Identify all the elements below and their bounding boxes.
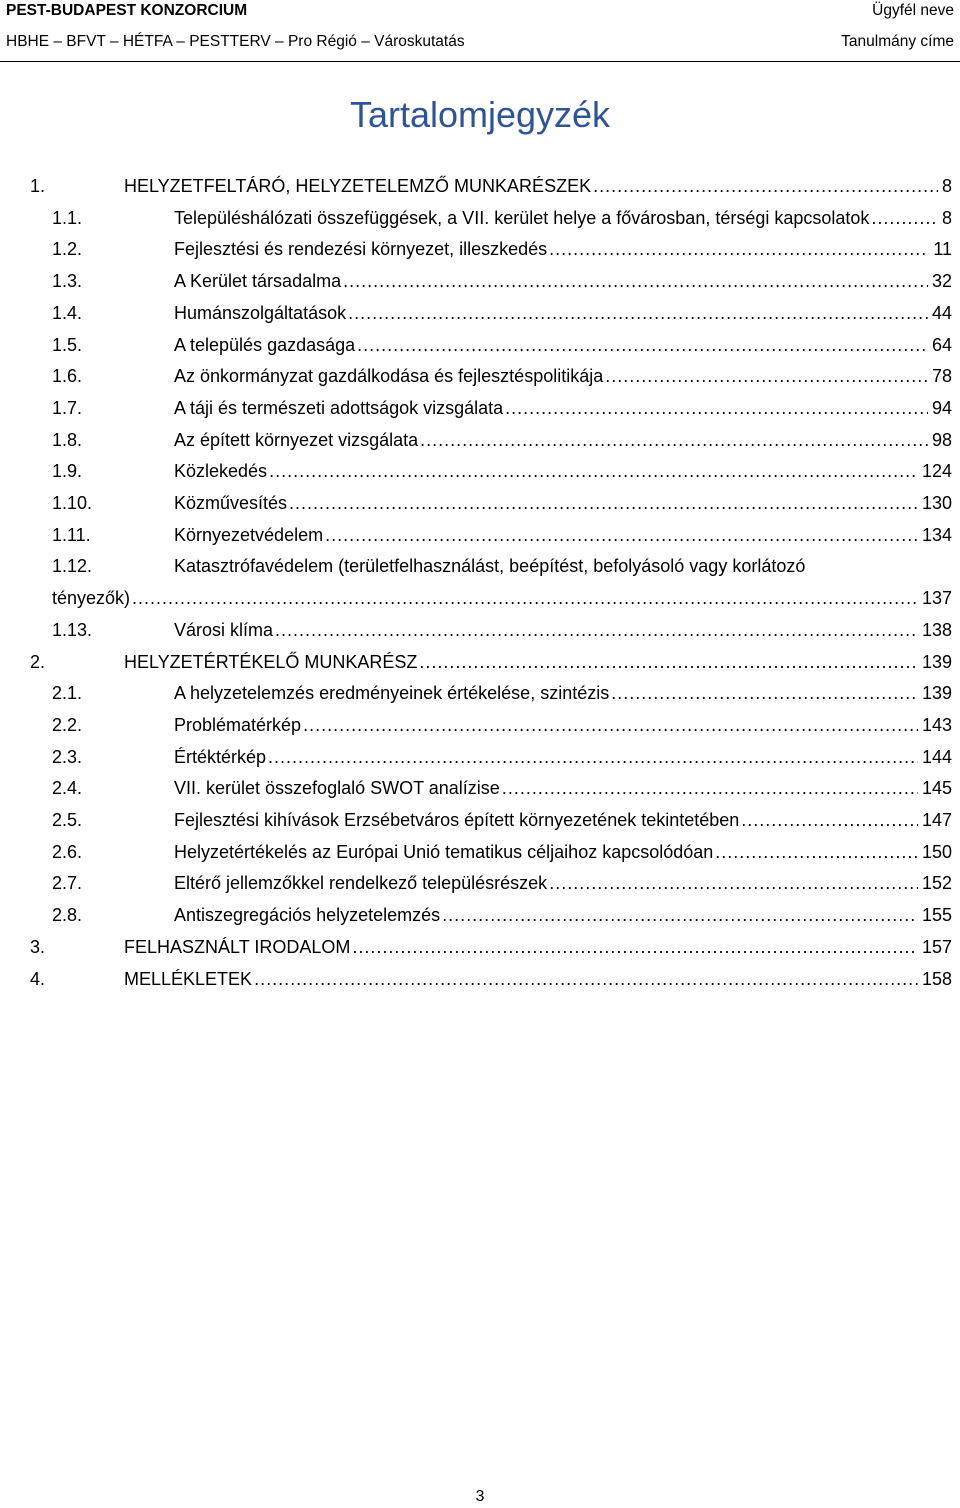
toc-entry-number: 1.9. (52, 461, 83, 481)
toc-dot-leader (254, 963, 918, 995)
toc-entry-page: 64 (931, 335, 952, 355)
toc-entry-number: 1.6. (52, 366, 83, 386)
toc-entry[interactable] (0, 867, 960, 899)
toc-dot-leader (275, 614, 918, 646)
toc-entry-number: 2.7. (52, 873, 83, 893)
toc-entry-label: A táji és természeti adottságok vizsgálata (174, 392, 505, 424)
toc-entry-label: VII. kerület összefoglaló SWOT analízise (174, 772, 502, 804)
toc-entry-number: 2.2. (52, 715, 83, 735)
toc-entry-row (174, 265, 952, 297)
toc-entry-number: 3. (30, 937, 46, 957)
toc-entry[interactable] (0, 963, 960, 995)
toc-entry-label: Helyzetértékelés az Európai Unió tematikus céljaihoz kapcsolódóan (174, 836, 715, 868)
toc-entry-label: Városi klíma (174, 614, 275, 646)
toc-dot-leader (132, 582, 918, 614)
toc-entry-page: 130 (921, 493, 952, 513)
toc-entry-page: 139 (921, 652, 952, 672)
toc-entry-page: 44 (931, 303, 952, 323)
toc-entry-label: HELYZETFELTÁRÓ, HELYZETELEMZŐ MUNKARÉSZEK (124, 170, 593, 202)
toc-entry-page: 157 (921, 937, 952, 957)
toc-entry-number: 2.8. (52, 905, 83, 925)
toc-dot-leader (549, 233, 929, 265)
toc-entry-label: Humánszolgáltatások (174, 297, 348, 329)
toc-entry[interactable] (0, 487, 960, 519)
toc-entry[interactable] (0, 836, 960, 868)
toc-entry[interactable] (0, 233, 960, 265)
toc-entry-row (174, 836, 952, 868)
toc-entry-label: FELHASZNÁLT IRODALOM (124, 931, 352, 963)
toc-entry-page: 152 (921, 873, 952, 893)
toc-entry-page: 137 (921, 588, 952, 608)
toc-entry-row (124, 963, 952, 995)
toc-entry-label: Fejlesztési és rendezési környezet, illeszkedés (174, 233, 549, 265)
toc-entry-label: Környezetvédelem (174, 519, 325, 551)
toc-entry[interactable] (0, 804, 960, 836)
toc-entry-number: 2.3. (52, 747, 83, 767)
toc-dot-leader (325, 519, 918, 551)
toc-entry-row (174, 709, 952, 741)
toc-entry-number: 1.8. (52, 430, 83, 450)
toc-entry[interactable] (0, 424, 960, 456)
toc-entry[interactable] (0, 772, 960, 804)
toc-entry[interactable] (0, 519, 960, 551)
toc-entry[interactable] (0, 931, 960, 963)
toc-entry-number: 2.1. (52, 683, 83, 703)
toc-entry[interactable] (0, 741, 960, 773)
toc-entry-label: A Kerület társadalma (174, 265, 343, 297)
toc-entry-row (174, 741, 952, 773)
toc-entry-label: tényezők) (52, 582, 132, 614)
toc-entry-page: 147 (921, 810, 952, 830)
toc-dot-leader (352, 931, 918, 963)
toc-entry-row (174, 202, 952, 234)
toc-entry-page: 150 (921, 842, 952, 862)
toc-entry[interactable] (0, 899, 960, 931)
toc-entry[interactable] (0, 677, 960, 709)
toc-entry-label: Az önkormányzat gazdálkodása és fejlesztéspolitikája (174, 360, 605, 392)
toc-entry-label: Az épített környezet vizsgálata (174, 424, 420, 456)
toc-dot-leader (611, 677, 918, 709)
toc-dot-leader (357, 329, 928, 361)
toc-entry-number: 1.7. (52, 398, 83, 418)
page-number: 3 (475, 1488, 485, 1505)
toc-entry-row (124, 931, 952, 963)
toc-entry[interactable] (0, 360, 960, 392)
toc-entry[interactable] (0, 646, 960, 678)
toc-entry[interactable] (0, 392, 960, 424)
toc-entry[interactable] (0, 265, 960, 297)
toc-dot-leader (303, 709, 918, 741)
toc-entry-page: 94 (931, 398, 952, 418)
toc-dot-leader (715, 836, 918, 868)
toc-entry-label: Antiszegregációs helyzetelemzés (174, 899, 442, 931)
toc-entry-row (174, 360, 952, 392)
toc-entry-number: 2.5. (52, 810, 83, 830)
toc-entry-page: 11 (933, 239, 952, 259)
toc-entry-number: 1.12. (52, 556, 93, 576)
toc-entry-page: 98 (931, 430, 952, 450)
toc-entry-label: Közművesítés (174, 487, 289, 519)
toc-entry[interactable] (0, 709, 960, 741)
toc-entry-number: 1.1. (52, 208, 83, 228)
toc-entry-label: Katasztrófavédelem (területfelhasználást, beépítést, befolyásoló vagy korlátozó (174, 550, 807, 582)
consortium-name: PEST-BUDAPEST KONZORCIUM (6, 2, 248, 19)
toc-entry-page: 138 (921, 620, 952, 640)
toc-entry-page: 8 (941, 208, 952, 228)
toc-entry-label: Településhálózati összefüggések, a VII. kerület helye a fővárosban, térségi kapcsolatok (174, 202, 871, 234)
toc-title: Tartalomjegyzék (349, 94, 611, 135)
toc-entry-label: Értéktérkép (174, 741, 268, 773)
toc-entry-page: 78 (931, 366, 952, 386)
toc-entry-number: 1.3. (52, 271, 83, 291)
toc-entry-row (174, 772, 952, 804)
toc-entry-row (174, 677, 952, 709)
toc-entry-page: 8 (941, 176, 952, 196)
toc-entry-row (174, 899, 952, 931)
toc-entry-page: 139 (921, 683, 952, 703)
toc-dot-leader (505, 392, 928, 424)
toc-entry-row (124, 170, 952, 202)
toc-dot-leader (269, 455, 918, 487)
toc-dot-leader (549, 867, 918, 899)
study-title: Tanulmány címe (841, 33, 954, 50)
toc-dot-leader (593, 170, 938, 202)
toc-entry-row (174, 329, 952, 361)
toc-dot-leader (502, 772, 918, 804)
toc-entry-label: Fejlesztési kihívások Erzsébetváros épített környezetének tekintetében (174, 804, 741, 836)
toc-entry-row (174, 487, 952, 519)
toc-entry-row (174, 297, 952, 329)
toc-dot-leader (348, 297, 928, 329)
toc-entry[interactable] (0, 170, 960, 202)
toc-entry[interactable] (0, 329, 960, 361)
toc-entry-page: 144 (921, 747, 952, 767)
toc-entry-row (174, 804, 952, 836)
toc-dot-leader (268, 741, 918, 773)
toc-entry-number: 1.4. (52, 303, 83, 323)
toc-entry-number: 1.2. (52, 239, 83, 259)
toc-entry-number: 4. (30, 969, 46, 989)
toc-entry-number: 1.10. (52, 493, 93, 513)
toc-dot-leader (871, 202, 938, 234)
toc-dot-leader (289, 487, 918, 519)
toc-dot-leader (605, 360, 928, 392)
toc-dot-leader (420, 424, 928, 456)
toc-entry-row (174, 392, 952, 424)
toc-entry-number: 1.13. (52, 620, 93, 640)
toc-entry-number: 2.6. (52, 842, 83, 862)
toc-entry[interactable] (0, 297, 960, 329)
toc-entry[interactable] (0, 582, 960, 614)
toc-entry-row (124, 646, 952, 678)
toc-entry-label: A helyzetelemzés eredményeinek értékelése, szintézis (174, 677, 611, 709)
toc-entry[interactable] (0, 550, 960, 582)
toc-dot-leader (419, 646, 918, 678)
toc-entry-page: 134 (921, 525, 952, 545)
header-divider (0, 61, 960, 62)
toc-entry[interactable] (0, 455, 960, 487)
toc-dot-leader (343, 265, 928, 297)
partner-list: HBHE – BFVT – HÉTFA – PESTTERV – Pro Régió – Városkutatás (6, 33, 465, 50)
toc-entry[interactable] (0, 614, 960, 646)
toc-entry[interactable] (0, 202, 960, 234)
toc-entry-page: 124 (921, 461, 952, 481)
toc-entry-number: 2. (30, 652, 46, 672)
toc-entry-page: 32 (931, 271, 952, 291)
toc-entry-number: 2.4. (52, 778, 83, 798)
toc-entry-number: 1.5. (52, 335, 83, 355)
client-name: Ügyfél neve (872, 2, 954, 19)
toc-entry-label: MELLÉKLETEK (124, 963, 254, 995)
toc-entry-label: Problématérkép (174, 709, 303, 741)
toc-entry-number: 1. (30, 176, 46, 196)
toc-entry-row (174, 519, 952, 551)
toc-entry-page: 158 (921, 969, 952, 989)
toc-entry-row (174, 867, 952, 899)
toc-entry-row (174, 424, 952, 456)
toc-entry-label: A település gazdasága (174, 329, 357, 361)
toc-entry-number: 1.11. (52, 525, 91, 545)
toc-dot-leader (741, 804, 918, 836)
toc-entry-row (174, 455, 952, 487)
toc-entry-page: 155 (921, 905, 952, 925)
toc-entry-page: 145 (921, 778, 952, 798)
toc-entry-row (52, 582, 952, 614)
toc-entry-label: Közlekedés (174, 455, 269, 487)
toc-entry-label: Eltérő jellemzőkkel rendelkező településrészek (174, 867, 549, 899)
toc-dot-leader (442, 899, 918, 931)
page-header (0, 0, 960, 64)
toc-entry-label: HELYZETÉRTÉKELŐ MUNKARÉSZ (124, 646, 419, 678)
toc-entry-row (174, 233, 952, 265)
toc-entry-row (174, 550, 807, 582)
toc-entry-page: 143 (921, 715, 952, 735)
toc-entry-row (174, 614, 952, 646)
